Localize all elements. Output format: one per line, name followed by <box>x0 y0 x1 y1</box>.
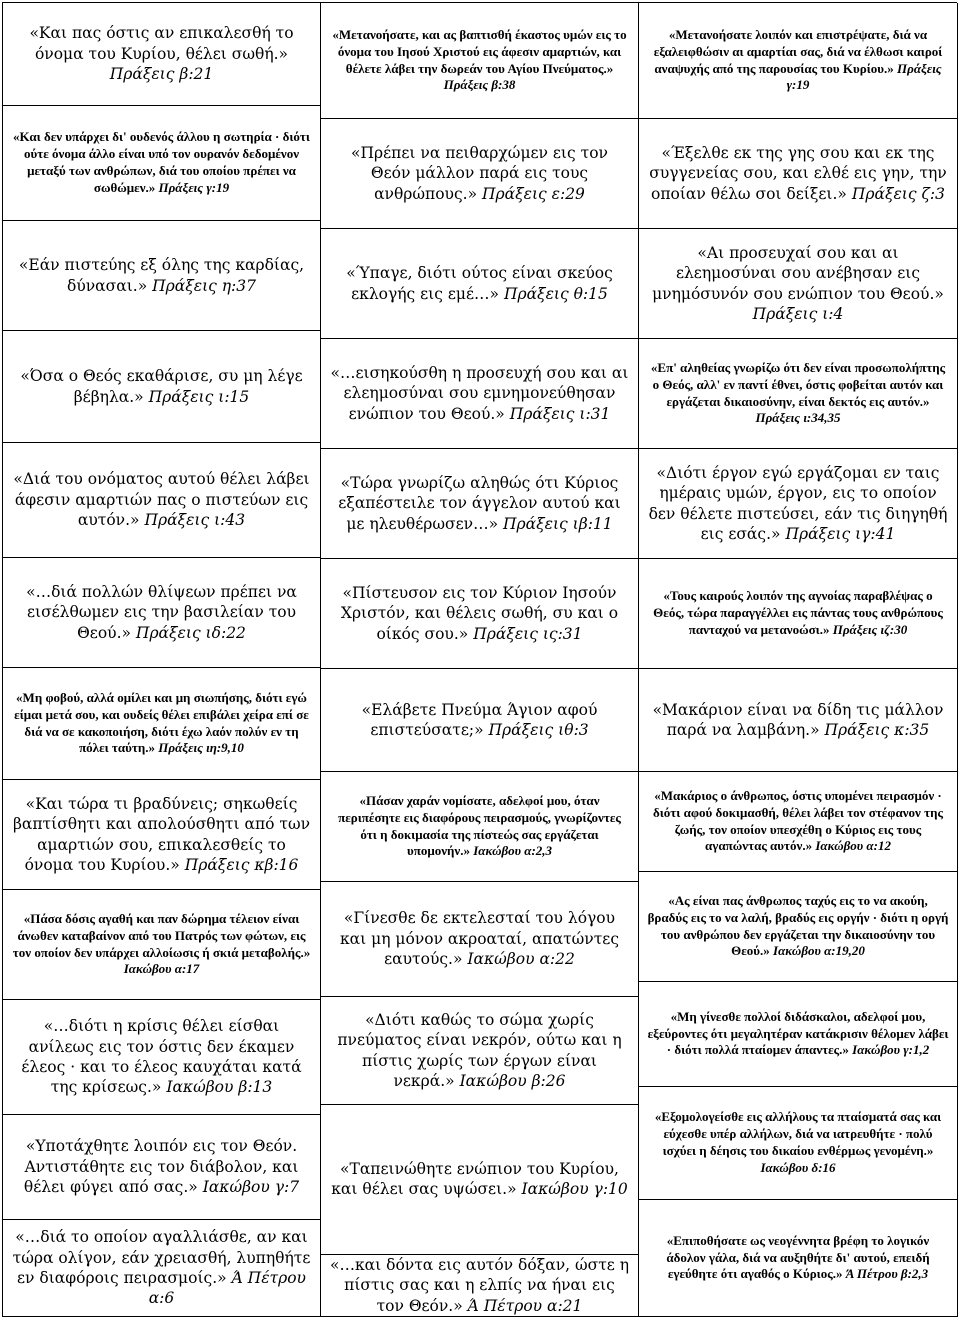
verse-card <box>639 119 957 229</box>
verse-paragraph <box>11 911 312 979</box>
verse-text: «Και δεν υπάρχει δι' ουδενός άλλου η σωτηρία · διότι ούτε όνομα άλλο είναι υπό τον ουρανόν δεδομένον μεταξύ των ανθρώπων, διά του οποίου πρέπει να σωθώμεν.» <box>13 129 310 195</box>
verse-column-2 <box>321 3 639 1317</box>
verse-text: «…διά πολλών θλίψεων πρέπει να εισέλθωμεν εις την βασιλείαν του Θεού.» <box>26 582 297 642</box>
verse-text: «Τους καιρούς λοιπόν της αγνοίας παραβλέψας ο Θεός, τώρα παραγγέλλει εις πάντας τους ανθρώπους πανταχού να μετανοώσι.» <box>653 588 943 637</box>
verse-reference: Πράξεις ι:34,35 <box>755 410 841 426</box>
verse-paragraph <box>329 1010 630 1092</box>
verse-card <box>321 339 638 449</box>
verse-text: «Εάν πιστεύης εξ όλης της καρδίας, δύνασαι.» <box>18 256 305 295</box>
verse-paragraph <box>329 27 630 95</box>
verse-card <box>639 339 957 449</box>
verse-text: «Πάσαν χαράν νομίσατε, αδελφοί μου, όταν περιπέσητε εις διαφόρους πειρασμούς, γνωρίζοντες ότι η δοκιμασία της πίστεώς σας εργάζεται υπομονήν.» <box>338 792 621 859</box>
verse-card <box>639 1200 957 1317</box>
verse-card <box>639 229 957 339</box>
verse-paragraph <box>647 243 949 325</box>
verse-paragraph <box>647 360 949 428</box>
verse-text: «Και πας όστις αν επικαλεσθή το όνομα του Κυρίου, θέλει σωθή.» <box>29 24 294 63</box>
verse-card <box>3 668 320 780</box>
verse-reference: Ιακώβου γ:10 <box>521 1180 628 1199</box>
verse-text: «Έξελθε εκ της γης σου και εκ της συγγενείας σου, και ελθέ εις γην, την οποίαν θέλω σοι δείξει.» <box>649 143 947 203</box>
verse-card <box>3 1220 320 1317</box>
verse-reference: Πράξεις ιβ:11 <box>503 514 613 533</box>
verse-card <box>321 3 638 119</box>
verse-paragraph <box>647 788 949 856</box>
verse-paragraph <box>647 27 949 95</box>
verse-card <box>321 119 638 229</box>
verse-paragraph <box>11 366 312 407</box>
verse-card <box>639 982 957 1087</box>
verse-text: «…εισηκούσθη η προσευχή σου και αι ελεημοσύναι σου εμνημονεύθησαν ενώπιον του Θεού.» <box>330 363 629 423</box>
verse-reference: Ιακώβου δ:16 <box>760 1159 836 1175</box>
verse-reference: Πράξεις ι:4 <box>752 304 844 323</box>
verse-paragraph <box>329 908 630 969</box>
verse-paragraph <box>11 582 312 643</box>
verse-reference: Ιακώβου α:19,20 <box>773 943 865 959</box>
verse-card <box>321 882 638 997</box>
verse-paragraph <box>329 363 630 424</box>
verse-reference: Ιακώβου β:26 <box>459 1071 566 1090</box>
verse-card <box>321 559 638 669</box>
verse-paragraph <box>647 700 949 741</box>
verse-paragraph <box>647 1233 949 1284</box>
verse-card <box>3 1115 320 1220</box>
verse-text: «Πάσα δόσις αγαθή και παν δώρημα τέλειον είναι άνωθεν καταβαίνον από του Πατρός των φώτων, εις τον οποίον δεν υπάρχει αλλοίωσις ή σκιά μεταβολής.» <box>12 910 311 960</box>
verse-text: «Υποτάχθητε λοιπόν εις τον Θεόν. Αντιστάθητε εις τον διάβολον, και θέλει φύγει από σας.» <box>23 1137 299 1197</box>
verse-text: «Επιποθήσατε ως νεογέννητα βρέφη το λογικόν άδολον γάλα, διά να αυξηθήτε δι' αυτού, επειδή εγεύθητε ότι αγαθός ο Κύριος.» <box>666 1232 930 1282</box>
verse-text: «Διότι έργον εγώ εργάζομαι εν ταις ημέραις υμών, έργον, εις το οποίον δεν θέλετε πιστεύσει, εάν τις διηγηθή εις εσάς.» <box>648 463 948 543</box>
verse-card <box>3 558 320 668</box>
verse-text: «Και τώρα τι βραδύνεις; σηκωθείς βαπτίσθητι και απολούσθητι από των αμαρτιών σου, επικαλεσθείς το όνομα του Κυρίου.» <box>12 794 311 874</box>
verse-card <box>321 772 638 882</box>
verse-reference: Πράξεις ι:43 <box>144 511 246 530</box>
verse-reference: Ιακώβου α:17 <box>123 961 200 977</box>
verse-text: «Μακάριος ο άνθρωπος, όστις υπομένει πειρασμόν · διότι αφού δοκιμασθή, θέλει λάβει τον στέφανον της ζωής, τον οποίον υπεσχέθη ο Κύριος εις τους αγαπώντας αυτόν.» <box>653 787 943 854</box>
verse-text: «Μετανοήσατε, και ας βαπτισθή έκαστος υμών εις το όνομα του Ιησού Χριστού εις άφεσιν αμαρτιών, και θέλετε λάβει την δωρεάν του Αγίου Πνεύματος.» <box>332 26 627 76</box>
verse-reference: Πράξεις β:21 <box>109 65 214 84</box>
verse-text: «Αι προσευχαί σου και αι ελεημοσύναι σου ανέβησαν εις μνημόσυνόν σου ενώπιον του Θεού.» <box>652 243 944 303</box>
verse-reference: Πράξεις ιγ:41 <box>785 524 896 543</box>
verse-text: «Διά του ονόματος αυτού θέλει λάβει άφεσιν αμαρτιών πας ο πιστεύων εις αυτόν.» <box>13 470 310 530</box>
verse-card <box>321 229 638 339</box>
verse-card <box>639 559 957 669</box>
verse-card <box>321 669 638 772</box>
verse-reference: Ά Πέτρου α:6 <box>148 1269 306 1308</box>
verse-card <box>321 997 638 1105</box>
verse-paragraph <box>11 1016 312 1098</box>
verse-card <box>3 106 320 221</box>
verse-card <box>3 221 320 331</box>
verse-reference: Πράξεις ιδ:22 <box>135 623 246 642</box>
verse-reference: Πράξεις ιζ:30 <box>832 621 908 637</box>
verse-text: «…διά το οποίον αγαλλιάσθε, αν και τώρα ολίγον, εάν χρειασθή, λυπηθήτε εν διαφόροις πειρασμοίς.» <box>12 1228 311 1287</box>
verse-paragraph <box>11 129 312 197</box>
verse-paragraph <box>11 255 312 296</box>
verse-text: «Πίστευσον εις τον Κύριον Ιησούν Χριστόν, και θέλεις σωθή, συ και ο οίκός σου.» <box>340 583 619 643</box>
verse-reference: Πράξεις ζ:3 <box>851 184 945 203</box>
verse-reference: Πράξεις ις:31 <box>473 624 583 643</box>
verse-text: «Μη φοβού, αλλά ομίλει και μη σιωπήσης, διότι εγώ είμαι μετά σου, και ουδείς θέλει επιβάλει χείρα επί σε διά να σε κακοποιήση, διότι έχω λαόν πολύν εν τη πόλει ταύτη.» <box>14 689 309 756</box>
verse-paragraph <box>647 588 949 639</box>
verse-text: «Διότι καθώς το σώμα χωρίς πνεύματος είναι νεκρόν, ούτω και η πίστις χωρίς των έργων είναι νεκρά.» <box>337 1010 622 1090</box>
verse-text: «Μετανοήσατε λοιπόν και επιστρέψατε, διά να εξαλειφθώσιν αι αμαρτίαι σας, διά να έλθωσι καιροί αναψυχής από της παρουσίας του Κυρίου.» <box>653 26 943 76</box>
verse-card <box>321 449 638 559</box>
verse-paragraph <box>11 469 312 530</box>
verse-text: «Μη γίνεσθε πολλοί διδάσκαλοι, αδελφοί μου, εξεύροντες ότι μεγαλητέραν κατάκρισιν θέλομεν λάβει · διότι πολλά πταίομεν άπαντες.» <box>647 1008 949 1058</box>
verse-paragraph <box>647 143 949 204</box>
verse-card <box>3 780 320 890</box>
verse-text: «Πρέπει να πειθαρχώμεν εις τον Θεόν μάλλον παρά εις τους ανθρώπους.» <box>351 143 608 203</box>
verse-text: «Τώρα γνωρίζω αληθώς ότι Κύριος εξαπέστειλε τον άγγελον αυτού και με ηλευθέρωσεν…» <box>338 473 621 533</box>
verse-reference: Πράξεις η:37 <box>152 276 256 295</box>
verse-text: «Ταπεινώθητε ενώπιον του Κυρίου, και θέλει σας υψώσει.» <box>331 1159 619 1199</box>
verse-paragraph <box>11 23 312 84</box>
verse-card <box>3 331 320 443</box>
verse-text: «Γίνεσθε δε εκτελεσταί του λόγου και μη μόνον ακροαταί, απατώντες εαυτούς.» <box>339 909 620 969</box>
verse-text: «Ελάβετε Πνεύμα Άγιον αφού επιστεύσατε;» <box>361 700 598 739</box>
verse-card <box>639 669 957 772</box>
verse-reference: Ιακώβου α:2,3 <box>473 843 553 859</box>
verse-reference: Πράξεις κβ:16 <box>184 855 299 874</box>
verse-text: «Μακάριον είναι να δίδη τις μάλλον παρά να λαμβάνη.» <box>652 700 944 739</box>
verse-reference: Πράξεις ε:29 <box>482 184 585 203</box>
verse-card <box>321 1255 638 1317</box>
verse-card <box>639 1087 957 1200</box>
verse-reference: Πράξεις ιη:9,10 <box>158 740 244 756</box>
verse-reference: Πράξεις ιθ:3 <box>488 721 589 739</box>
verse-card <box>321 1105 638 1255</box>
verse-reference: Ά Πέτρου β:2,3 <box>845 1266 929 1282</box>
verse-card <box>3 443 320 558</box>
verse-column-1 <box>3 3 321 1317</box>
verse-card-grid <box>2 2 957 1317</box>
verse-reference: Πράξεις κ:35 <box>824 721 930 739</box>
verse-paragraph <box>647 1109 949 1177</box>
verse-column-3 <box>639 3 958 1317</box>
verse-text: «Ύπαγε, διότι ούτος είναι σκεύος εκλογής εις εμέ…» <box>346 264 613 303</box>
verse-text: «…και δόντα εις αυτόν δόξαν, ώστε η πίστις σας και η ελπίς να ήναι εις τον Θεόν.» <box>329 1255 630 1315</box>
verse-reference: Ιακώβου γ:7 <box>202 1178 300 1197</box>
verse-paragraph <box>647 463 949 545</box>
verse-paragraph <box>329 473 630 534</box>
verse-card <box>639 772 957 872</box>
verse-paragraph <box>647 1009 949 1060</box>
verse-text: «Ας είναι πας άνθρωπος ταχύς εις το να ακούη, βραδύς εις το να λαλή, βραδύς εις οργήν · διότι η οργή του ανθρώπου δεν εργάζεται την δικαιοσύνην του Θεού.» <box>647 892 949 959</box>
verse-reference: Ιακώβου α:12 <box>815 838 891 854</box>
verse-paragraph <box>329 583 630 644</box>
verse-card <box>639 3 957 119</box>
verse-card <box>639 449 957 559</box>
verse-reference: Πράξεις ι:31 <box>509 404 611 423</box>
verse-paragraph <box>329 143 630 204</box>
verse-reference: Ιακώβου β:13 <box>166 1078 273 1097</box>
verse-paragraph <box>329 700 630 741</box>
verse-paragraph <box>11 1227 312 1309</box>
verse-paragraph <box>329 1255 630 1316</box>
verse-text: «Επ' αληθείας γνωρίζω ότι δεν είναι προσωπολήπτης ο Θεός, αλλ' εν παντί έθνει, όστις φοβείται αυτόν και εργάζεται δικαιοσύνην, είναι δεκτός εις αυτόν.» <box>650 359 946 409</box>
verse-paragraph <box>647 893 949 961</box>
verse-reference: Πράξεις θ:15 <box>503 284 608 303</box>
verse-text: «…διότι η κρίσις θέλει είσθαι ανίλεως εις τον όστις δεν έκαμεν έλεος · και το έλεος καυχάται κατά της κρίσεως.» <box>21 1017 302 1097</box>
verse-card <box>3 3 320 106</box>
verse-paragraph <box>11 794 312 876</box>
verse-reference: Ιακώβου γ:1,2 <box>852 1042 930 1058</box>
verse-paragraph <box>329 1159 630 1200</box>
verse-card <box>3 1000 320 1115</box>
verse-text: «Εξομολογείσθε εις αλλήλους τα πταίσματά σας και εύχεσθε υπέρ αλλήλων, διά να ιατρευθήτε · πολύ ισχύει η δέησις του δικαίου ενθέρμως γενομένη.» <box>654 1109 942 1158</box>
verse-paragraph <box>11 690 312 758</box>
verse-reference: Ά Πέτρου α:21 <box>467 1296 583 1315</box>
verse-reference: Ιακώβου α:22 <box>467 950 575 969</box>
verse-card <box>3 890 320 1000</box>
verse-text: «Όσα ο Θεός εκαθάρισε, συ μη λέγε βέβηλα.» <box>20 367 303 406</box>
verse-card <box>639 872 957 982</box>
verse-paragraph <box>11 1136 312 1197</box>
verse-reference: Πράξεις γ:19 <box>158 179 230 195</box>
verse-reference: Πράξεις γ:19 <box>786 60 942 93</box>
verse-reference: Πράξεις ι:15 <box>148 387 250 406</box>
verse-paragraph <box>329 793 630 861</box>
verse-reference: Πράξεις β:38 <box>443 77 516 93</box>
verse-paragraph <box>329 263 630 304</box>
